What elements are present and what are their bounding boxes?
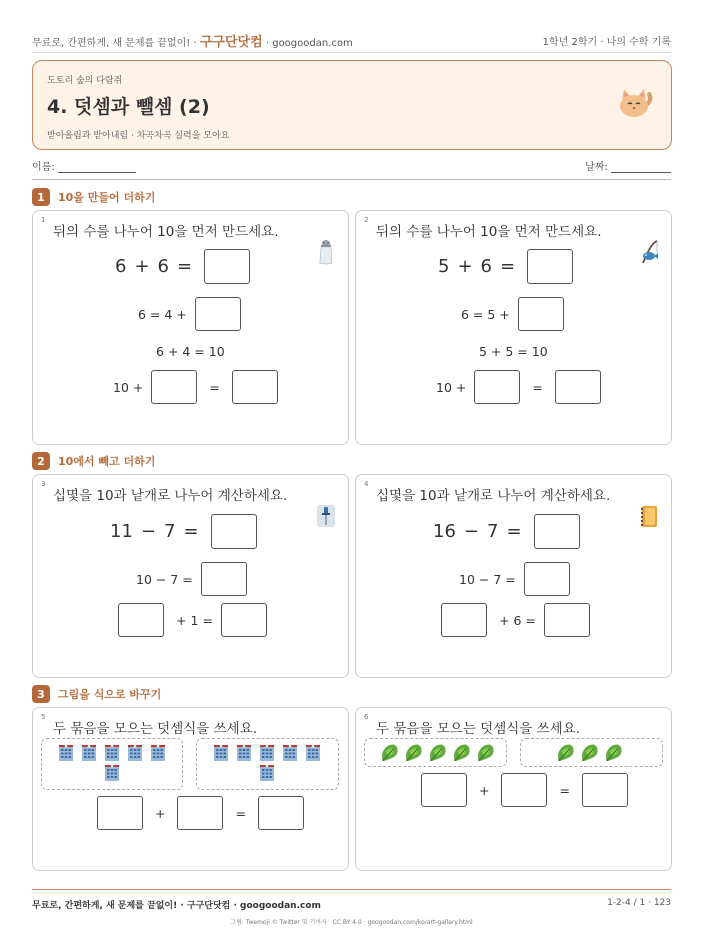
problem-prompt: 두 묶음을 모으는 덧셈식을 쓰세요.	[53, 721, 258, 737]
leafy-green-icon	[379, 743, 400, 763]
addend-box-2[interactable]	[501, 773, 547, 807]
building-icon	[235, 744, 253, 761]
split-row	[138, 297, 241, 331]
operand-b: 7	[487, 521, 499, 542]
operator: −	[140, 521, 156, 542]
section-1-heading	[32, 188, 155, 206]
slogan: 무료로, 간편하게, 새 문제를 끝없이! ·	[32, 37, 197, 49]
notebook-icon	[639, 503, 659, 529]
final-row	[118, 603, 267, 637]
cat-icon	[617, 87, 655, 119]
name-label: 이름:	[32, 162, 55, 173]
sum-box[interactable]	[582, 773, 628, 807]
sum-row	[97, 796, 304, 830]
problem-card-4	[355, 474, 672, 678]
top-bar-left	[32, 31, 353, 50]
leafy-green-icon	[451, 743, 472, 763]
section-3-heading	[32, 685, 161, 703]
building-icon	[258, 744, 276, 761]
equals-sign: =	[500, 256, 516, 277]
split-answer-box[interactable]	[201, 562, 247, 596]
problem-prompt: 뒤의 수를 나누어 10을 먼저 만드세요.	[376, 224, 602, 240]
equation-row	[433, 514, 580, 549]
addend-box-1[interactable]	[97, 796, 143, 830]
problem-number: 3	[41, 480, 46, 488]
final-answer-box-1[interactable]	[151, 370, 197, 404]
operand-b: 6	[480, 256, 492, 277]
salt-shaker-icon	[316, 239, 336, 265]
header-subtitle: 도토리 숲의 다람쥐	[47, 76, 123, 86]
brand-name: 구구단닷컴	[199, 34, 263, 50]
section-2-heading	[32, 452, 155, 470]
split-answer-box[interactable]	[518, 297, 564, 331]
section-number: 2	[32, 452, 50, 470]
final-answer-box-2[interactable]	[544, 603, 590, 637]
section-number: 1	[32, 188, 50, 206]
right-bundle	[520, 738, 663, 767]
building-icon	[57, 744, 75, 761]
helper-row	[156, 344, 225, 359]
equals-sign: =	[559, 782, 570, 798]
equals-sign: =	[506, 521, 522, 542]
answer-box[interactable]	[204, 249, 250, 284]
problem-number: 6	[364, 713, 369, 721]
final-expression: 10 +	[436, 379, 467, 395]
final-answer-box-1[interactable]	[118, 603, 164, 637]
operator: +	[134, 256, 150, 277]
fishing-pole-icon	[639, 239, 659, 265]
leafy-green-icon	[603, 743, 624, 763]
problem-prompt: 뒤의 수를 나누어 10을 먼저 만드세요.	[53, 224, 279, 240]
answer-box[interactable]	[534, 514, 580, 549]
equals-sign: =	[532, 379, 543, 395]
helper-expression: 6 + 4 = 10	[156, 344, 225, 359]
operator: −	[463, 521, 479, 542]
final-expression: + 6 =	[499, 612, 536, 628]
section-title: 10에서 빼고 더하기	[58, 455, 156, 468]
equals-sign: =	[177, 256, 193, 277]
name-field[interactable]	[58, 162, 136, 173]
split-expression: 10 − 7 =	[136, 571, 193, 587]
helper-row	[479, 344, 548, 359]
answer-box[interactable]	[527, 249, 573, 284]
operand-a: 11	[110, 521, 133, 542]
building-icon	[281, 744, 299, 761]
problem-prompt: 십몇을 10과 낱개로 나누어 계산하세요.	[376, 488, 611, 504]
plus-sign: +	[155, 805, 166, 821]
building-icon	[304, 744, 322, 761]
footer-divider	[32, 889, 671, 890]
image-credit: 그림: Twemoji © Twitter 및 기여자 · CC BY 4.0 · googoodan.com/ko/art-gallery.html	[230, 919, 473, 926]
leafy-green-icon	[403, 743, 424, 763]
final-row	[113, 370, 278, 404]
left-bundle	[41, 738, 183, 790]
final-answer-box-1[interactable]	[441, 603, 487, 637]
header-description: 받아올림과 받아내림 · 차곡차곡 실력을 모아요	[47, 131, 230, 141]
split-row	[459, 562, 570, 596]
top-divider	[32, 52, 671, 53]
addend-box-1[interactable]	[421, 773, 467, 807]
split-row	[461, 297, 564, 331]
split-expression: 6 = 4 +	[138, 306, 187, 322]
leafy-green-icon	[475, 743, 496, 763]
date-label: 날짜:	[585, 162, 608, 173]
problem-number: 1	[41, 216, 46, 224]
final-answer-box-2[interactable]	[221, 603, 267, 637]
final-answer-box-1[interactable]	[474, 370, 520, 404]
operand-b: 6	[157, 256, 169, 277]
final-answer-box-2[interactable]	[555, 370, 601, 404]
answer-box[interactable]	[211, 514, 257, 549]
name-area	[32, 158, 136, 174]
building-icon	[126, 744, 144, 761]
building-icon	[103, 764, 121, 781]
split-row	[136, 562, 247, 596]
operand-b: 7	[164, 521, 176, 542]
helper-expression: 5 + 5 = 10	[479, 344, 548, 359]
sum-box[interactable]	[258, 796, 304, 830]
right-bundle	[196, 738, 339, 790]
footer	[32, 898, 671, 911]
building-icon	[258, 764, 276, 781]
problem-prompt: 십몇을 10과 낱개로 나누어 계산하세요.	[53, 488, 288, 504]
info-divider	[32, 179, 671, 180]
sum-row	[421, 773, 628, 807]
page-indicator: 1-2-4 / 1 · 123	[607, 898, 671, 908]
problem-card-3	[32, 474, 349, 678]
problem-card-5	[32, 707, 349, 871]
split-expression: 10 − 7 =	[459, 571, 516, 587]
equals-sign: =	[183, 521, 199, 542]
grade-label: 1학년 2학기 · 나의 수학 기록	[542, 36, 671, 48]
equals-sign: =	[235, 805, 246, 821]
building-icon	[80, 744, 98, 761]
equation-row	[438, 249, 573, 284]
section-title: 그림을 식으로 바꾸기	[58, 688, 162, 701]
plus-sign: +	[479, 782, 490, 798]
problem-card-6	[355, 707, 672, 871]
building-icon	[212, 744, 230, 761]
page-title: 4. 덧셈과 뺄셈 (2)	[47, 96, 210, 118]
leafy-green-icon	[427, 743, 448, 763]
operator: +	[457, 256, 473, 277]
top-bar	[32, 30, 671, 50]
footer-left: 무료로, 간편하게, 새 문제를 끝없이! · 구구단닷컴 · googoodan.com	[32, 901, 321, 911]
operand-a: 16	[433, 521, 456, 542]
final-row	[441, 603, 590, 637]
equals-sign: =	[209, 379, 220, 395]
operand-a: 6	[115, 256, 127, 277]
split-answer-box[interactable]	[524, 562, 570, 596]
leafy-green-icon	[579, 743, 600, 763]
date-field[interactable]	[611, 162, 671, 173]
problem-prompt: 두 묶음을 모으는 덧셈식을 쓰세요.	[376, 721, 581, 737]
section-title: 10을 만들어 더하기	[58, 191, 156, 204]
problem-number: 4	[364, 480, 369, 488]
leafy-green-icon	[555, 743, 576, 763]
final-expression: + 1 =	[176, 612, 213, 628]
final-row	[436, 370, 601, 404]
section-number: 3	[32, 685, 50, 703]
left-bundle	[364, 738, 507, 767]
building-icon	[103, 744, 121, 761]
final-expression: 10 +	[113, 379, 144, 395]
final-answer-box-2[interactable]	[232, 370, 278, 404]
worksheet-header	[32, 60, 672, 150]
split-expression: 6 = 5 +	[461, 306, 510, 322]
split-answer-box[interactable]	[195, 297, 241, 331]
operand-a: 5	[438, 256, 450, 277]
addend-box-2[interactable]	[177, 796, 223, 830]
building-icon	[149, 744, 167, 761]
problem-card-1	[32, 210, 349, 445]
equation-row	[110, 514, 257, 549]
equation-row	[115, 249, 250, 284]
screwdriver-icon	[316, 503, 336, 529]
problem-number: 2	[364, 216, 369, 224]
student-info-row	[32, 158, 671, 174]
problem-card-2	[355, 210, 672, 445]
site-url: · googoodan.com	[265, 37, 353, 49]
problem-number: 5	[41, 713, 46, 721]
date-area	[585, 158, 671, 174]
